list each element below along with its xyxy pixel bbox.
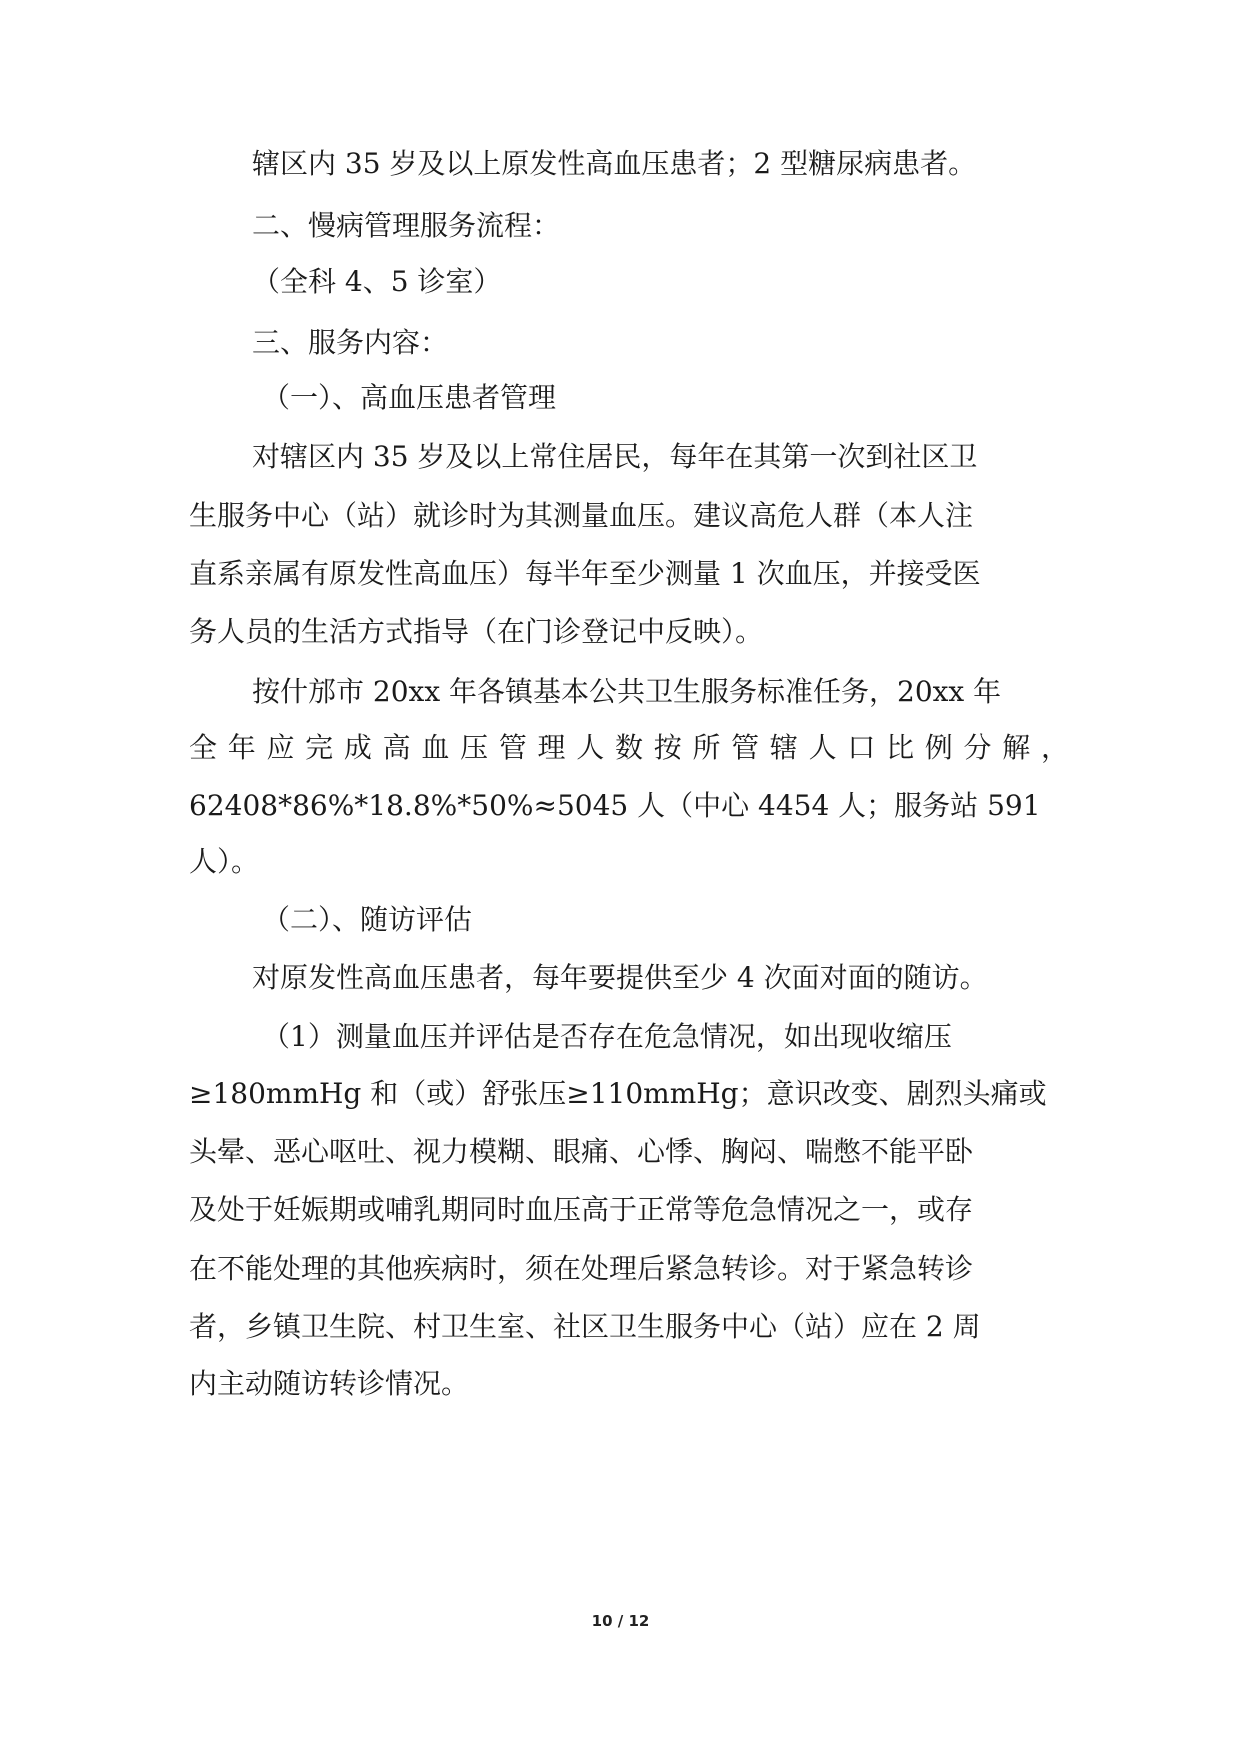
section-heading: 三、服务内容： — [252, 326, 449, 359]
subsection-heading: （一）、高血压患者管理 — [262, 381, 557, 414]
paragraph-line: 头晕、恶心呕吐、视力模糊、眼痛、心悸、胸闷、喘憋不能平卧 — [189, 1135, 974, 1168]
paragraph-line: 者，乡镇卫生院、村卫生室、社区卫生服务中心（站）应在 2 周 — [189, 1310, 981, 1343]
subsection-heading: （二）、随访评估 — [262, 903, 473, 936]
paragraph-line: 62408*86%*18.8%*50%≈5045 人（中心 4454 人；服务站 591 — [189, 789, 1041, 822]
paragraph-line: 辖区内 35 岁及以上原发性高血压患者；2 型糖尿病患者。 — [252, 147, 977, 180]
paragraph-line: 生服务中心（站）就诊时为其测量血压。建议高危人群（本人注 — [189, 499, 974, 532]
paragraph-line: 人）。 — [189, 845, 260, 878]
paragraph-line: 务人员的生活方式指导（在门诊登记中反映）。 — [189, 615, 764, 648]
section-heading: 二、慢病管理服务流程： — [252, 209, 561, 242]
paragraph-line: 及处于妊娠期或哺乳期同时血压高于正常等危急情况之一，或存 — [189, 1193, 974, 1226]
paragraph-line: 在不能处理的其他疾病时，须在处理后紧急转诊。对于紧急转诊 — [189, 1252, 974, 1285]
paragraph-line: 对原发性高血压患者，每年要提供至少 4 次面对面的随访。 — [252, 961, 988, 994]
paragraph-line: （全科 4、5 诊室） — [252, 265, 502, 298]
page-number: 10 / 12 — [591, 1612, 650, 1630]
paragraph-line: （1）测量血压并评估是否存在危急情况，如出现收缩压 — [262, 1020, 952, 1053]
paragraph-line: 内主动随访转诊情况。 — [189, 1367, 470, 1400]
paragraph-line: 按什邡市 20xx 年各镇基本公共卫生服务标准任务，20xx 年 — [252, 675, 1002, 708]
paragraph-line: 对辖区内 35 岁及以上常住居民，每年在其第一次到社区卫 — [252, 440, 978, 473]
paragraph-line: 全年应完成高血压管理人数按所管辖人口比例分解， — [189, 731, 1069, 764]
paragraph-line: ≥180mmHg 和（或）舒张压≥110mmHg；意识改变、剧烈头痛或 — [189, 1077, 1047, 1110]
paragraph-line: 直系亲属有原发性高血压）每半年至少测量 1 次血压，并接受医 — [189, 557, 981, 590]
